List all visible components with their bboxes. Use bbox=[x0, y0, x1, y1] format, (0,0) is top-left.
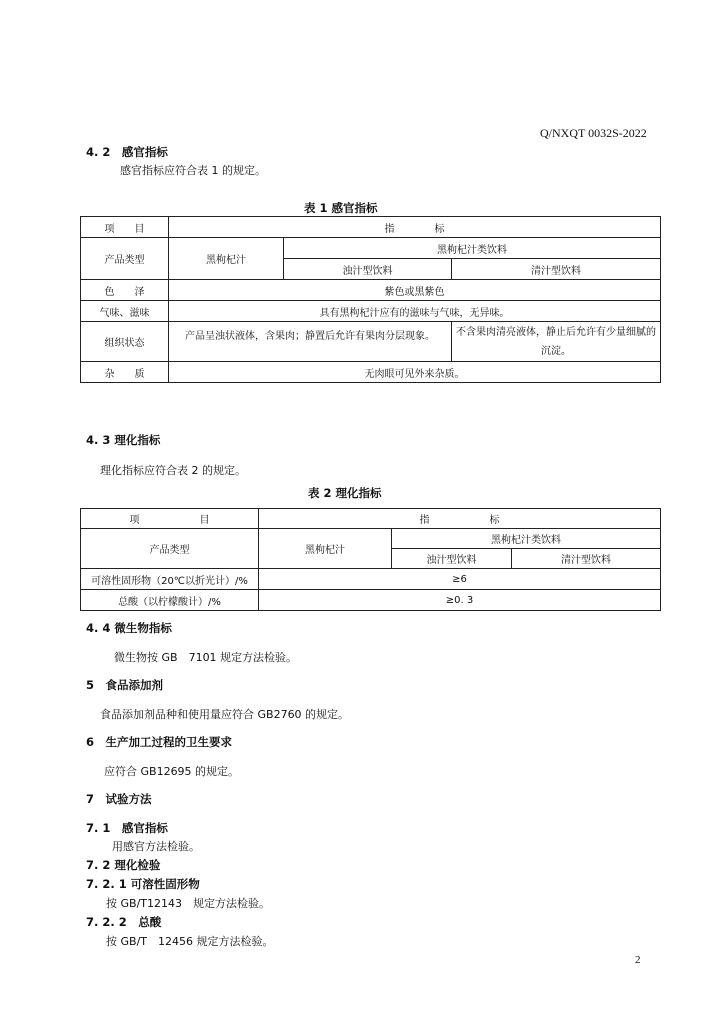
table2-acid-value: ≥0. 3 bbox=[259, 590, 661, 611]
text-4-3: 理化指标应符合表 2 的规定。 bbox=[100, 464, 246, 477]
text-7-2-2: 按 GB/T 12456 规定方法检验。 bbox=[106, 935, 274, 948]
table1-juice: 黑枸杞汁 bbox=[169, 238, 284, 280]
table2-product-type: 产品类型 bbox=[81, 529, 259, 569]
table2-solids-label: 可溶性固形物（20℃以折光计）/% bbox=[81, 569, 259, 590]
table1-caption: 表 1 感官指标 bbox=[304, 201, 378, 215]
table2-caption: 表 2 理化指标 bbox=[308, 486, 382, 500]
heading-7-1: 7. 1 感官指标 bbox=[86, 821, 168, 835]
table1-cloudy: 浊汁型饮料 bbox=[284, 259, 452, 280]
text-4-2: 感官指标应符合表 1 的规定。 bbox=[120, 164, 266, 177]
table1-texture-label: 组织状态 bbox=[81, 322, 169, 362]
table1-taste-label: 气味、滋味 bbox=[81, 301, 169, 322]
text-6: 应符合 GB12695 的规定。 bbox=[104, 765, 240, 778]
table1-texture-cloudy: 产品呈浊状液体，含果肉；静置后允许有果肉分层现象。 bbox=[169, 322, 452, 362]
text-7-1: 用感官方法检验。 bbox=[112, 840, 200, 853]
table1-color-value: 紫色或黑紫色 bbox=[169, 280, 661, 301]
table2-juice: 黑枸杞汁 bbox=[259, 529, 392, 569]
table1-impurity-label: 杂 质 bbox=[81, 362, 169, 383]
heading-7-2-1: 7. 2. 1 可溶性固形物 bbox=[86, 877, 200, 891]
table1-impurity-value: 无肉眼可见外来杂质。 bbox=[169, 362, 661, 383]
table1-taste-value: 具有黑枸杞汁应有的滋味与气味，无异味。 bbox=[169, 301, 661, 322]
table2-acid-label: 总酸（以柠檬酸计）/% bbox=[81, 590, 259, 611]
document-number: Q/NXQT 0032S-2022 bbox=[540, 126, 647, 140]
table2-head-index: 指 标 bbox=[259, 509, 661, 529]
heading-5: 5 食品添加剂 bbox=[86, 678, 164, 692]
page-number: 2 bbox=[635, 954, 641, 966]
text-7-2-1: 按 GB/T12143 规定方法检验。 bbox=[106, 897, 270, 910]
table1-color-label: 色 泽 bbox=[81, 280, 169, 301]
table1-beverage: 黑枸杞汁类饮料 bbox=[284, 238, 661, 259]
table1-head-item: 项 目 bbox=[81, 217, 169, 238]
heading-7-2-2: 7. 2. 2 总酸 bbox=[86, 915, 162, 929]
table2-head-item: 项 目 bbox=[81, 509, 259, 529]
table1-product-type: 产品类型 bbox=[81, 238, 169, 280]
heading-7-2: 7. 2 理化检验 bbox=[86, 858, 161, 872]
table1-head-index: 指 标 bbox=[169, 217, 661, 238]
heading-4-3: 4. 3 理化指标 bbox=[86, 433, 161, 447]
table2-clear: 清汁型饮料 bbox=[512, 549, 661, 569]
table2-cloudy: 浊汁型饮料 bbox=[392, 549, 512, 569]
heading-6: 6 生产加工过程的卫生要求 bbox=[86, 735, 233, 749]
table1-clear: 清汁型饮料 bbox=[452, 259, 661, 280]
physicochemical-table bbox=[80, 508, 661, 611]
sensory-table bbox=[80, 216, 661, 383]
table1-texture-clear: 不含果肉清亮液体，静止后允许有少量细腻的沉淀。 bbox=[452, 322, 661, 362]
heading-4-4: 4. 4 微生物指标 bbox=[86, 621, 172, 635]
table2-solids-value: ≥6 bbox=[259, 569, 661, 590]
table2-beverage: 黑枸杞汁类饮料 bbox=[392, 529, 661, 549]
text-5: 食品添加剂品种和使用量应符合 GB2760 的规定。 bbox=[100, 708, 350, 721]
text-4-4: 微生物按 GB 7101 规定方法检验。 bbox=[114, 651, 298, 664]
heading-4-2: 4. 2 感官指标 bbox=[86, 145, 168, 159]
heading-7: 7 试验方法 bbox=[86, 792, 152, 806]
